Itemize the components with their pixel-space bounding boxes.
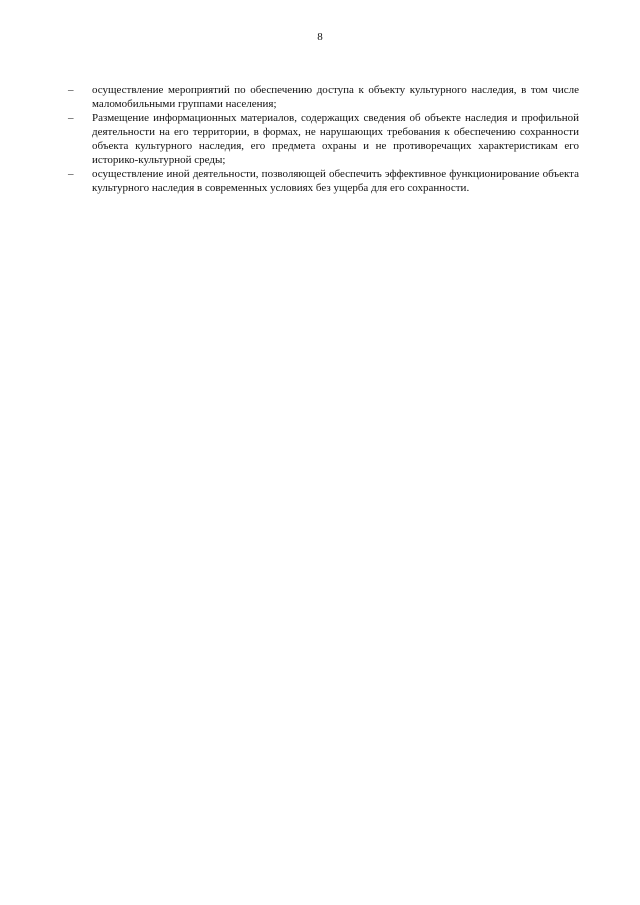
list-item: [68, 83, 579, 111]
requirements-list: [68, 83, 579, 195]
list-item: [68, 111, 579, 167]
list-bullet: –: [68, 112, 74, 124]
list-bullet: –: [68, 84, 74, 96]
list-bullet: –: [68, 168, 74, 180]
list-item: [68, 167, 579, 195]
list-item-text: Размещение информационных материалов, содержащих сведения об объекте наследия и профильной деятельности на его территории, в формах, не нарушающих требования к обеспечению сохранности объекта культурного наследия, его предмета охраны и не противоречащих характеристикам его историко-культурной среды;: [92, 112, 579, 166]
list-item-text: осуществление мероприятий по обеспечению доступа к объекту культурного наследия, в том числе маломобильными группами населения;: [92, 84, 579, 110]
list-item-text: осуществление иной деятельности, позволяющей обеспечить эффективное функционирование объекта культурного наследия в современных условиях без ущерба для его сохранности.: [92, 168, 579, 194]
page-number: 8: [317, 31, 323, 43]
